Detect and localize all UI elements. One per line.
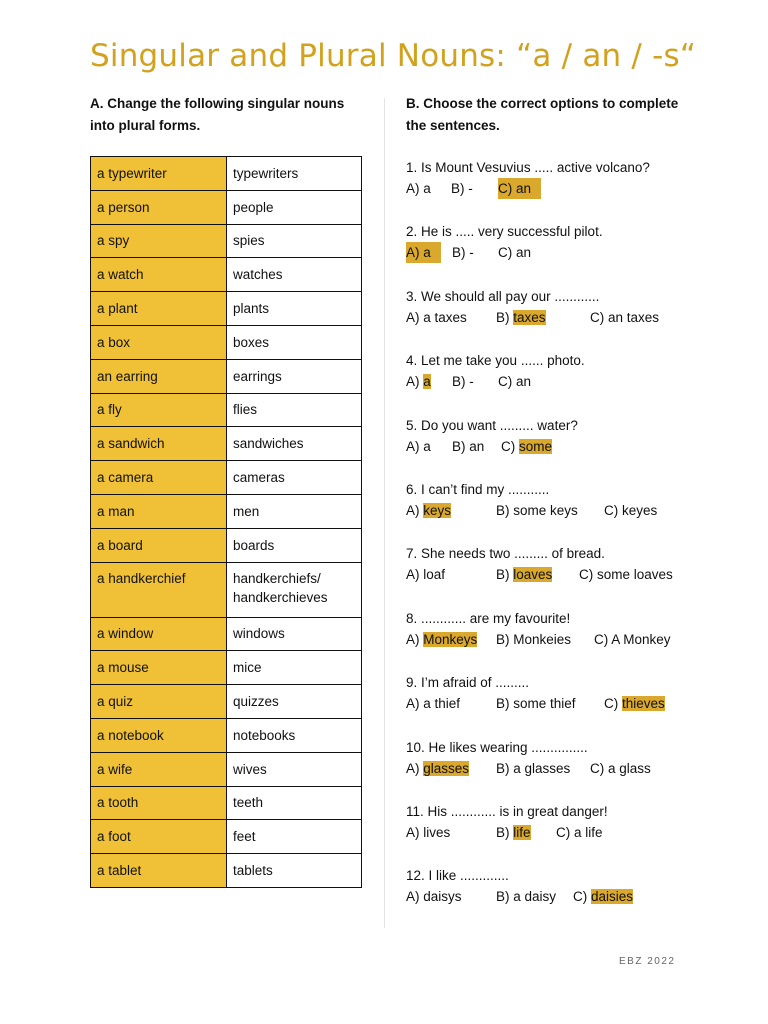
answer-option [406, 178, 431, 199]
singular-cell: a tooth [91, 786, 227, 820]
question-item [406, 672, 736, 736]
question-item [406, 350, 736, 414]
plural-cell [227, 820, 362, 854]
option-letter: C) [498, 245, 516, 261]
answer-option [590, 307, 659, 328]
option-letter: A) [406, 631, 424, 647]
question-text: 9. I’m afraid of ......... [406, 675, 530, 691]
option-value: a glasses [513, 760, 571, 776]
singular-cell: a typewriter [91, 157, 227, 191]
option-letter: C) [579, 567, 597, 583]
plural-text: cameras [233, 470, 285, 486]
table-row [91, 359, 362, 393]
plural-text: feet [233, 829, 256, 845]
answer-option [496, 307, 546, 328]
question-text: 11. His ............ is in great danger! [406, 803, 608, 819]
option-value: a taxes [423, 309, 467, 325]
singular-cell: a wife [91, 752, 227, 786]
option-letter: B) [496, 502, 514, 518]
page-title: Singular and Plural Nouns: “a / an / -s“ [90, 38, 697, 74]
question-text: 6. I can’t find my ........... [406, 481, 550, 497]
table-row [91, 325, 362, 359]
singular-cell: a board [91, 528, 227, 562]
section-b-heading: B. Choose the correct options to complete the sentences. [406, 96, 679, 133]
answer-options [406, 822, 736, 843]
answer-options [406, 886, 736, 907]
table-row [91, 190, 362, 224]
answer-option [406, 500, 451, 521]
plural-cell [227, 651, 362, 685]
plural-cell [227, 562, 362, 617]
plural-text: boxes [233, 334, 270, 350]
option-letter: A) [406, 309, 424, 325]
option-letter: C) [590, 309, 608, 325]
answer-option [604, 693, 665, 714]
answer-option [573, 886, 633, 907]
plural-cell [227, 461, 362, 495]
question-item [406, 865, 736, 929]
questions-list [406, 157, 736, 930]
plural-cell [227, 854, 362, 888]
option-letter: A) [406, 889, 424, 905]
answer-option [496, 500, 578, 521]
option-value: lives [423, 824, 451, 840]
answer-option [604, 500, 657, 521]
option-letter: C) [501, 438, 519, 454]
option-value: some thief [513, 696, 576, 712]
option-letter: C) [604, 502, 622, 518]
answer-option [579, 564, 673, 585]
option-letter: C) [604, 696, 622, 712]
highlighted-answer: taxes [513, 309, 546, 325]
answer-options [406, 564, 736, 585]
singular-cell: a handkerchief [91, 562, 227, 617]
option-letter: A) [406, 181, 424, 196]
answer-option [496, 693, 576, 714]
option-value: an [516, 374, 532, 390]
singular-cell: a man [91, 494, 227, 528]
table-row [91, 685, 362, 719]
question-item [406, 221, 736, 285]
option-letter: B) [496, 824, 514, 840]
answer-option [496, 758, 570, 779]
option-letter: A) [406, 438, 424, 454]
option-value: - [468, 181, 473, 196]
option-value: daisys [423, 889, 462, 905]
option-letter: B) [496, 631, 514, 647]
option-letter: B) [451, 181, 469, 196]
answer-option [594, 629, 671, 650]
section-a-heading: A. Change the following singular nouns into plural forms. [90, 96, 345, 133]
question-text: 2. He is ..... very successful pilot. [406, 224, 603, 240]
option-value: a daisy [513, 889, 557, 905]
highlighted-answer: loaves [513, 567, 553, 583]
question-item [406, 801, 736, 865]
option-letter: B) [496, 309, 514, 325]
table-row [91, 393, 362, 427]
answer-options [406, 436, 736, 457]
option-letter: B) [496, 696, 514, 712]
plural-text: sandwiches [233, 436, 304, 452]
highlighted-answer: an [516, 181, 532, 196]
plural-cell [227, 292, 362, 326]
question-text: 3. We should all pay our ............ [406, 288, 600, 304]
question-item [406, 737, 736, 801]
plural-cell [227, 494, 362, 528]
answer-option [496, 822, 531, 843]
plural-text: handkerchiefs/ [233, 570, 321, 586]
plural-cell [227, 718, 362, 752]
option-value: keyes [622, 502, 658, 518]
option-value: a [423, 438, 431, 454]
singular-cell: a watch [91, 258, 227, 292]
plural-cell [227, 786, 362, 820]
table-row [91, 461, 362, 495]
option-value: - [469, 245, 474, 261]
table-row [91, 820, 362, 854]
answer-option [406, 629, 477, 650]
table-row [91, 718, 362, 752]
answer-option [406, 822, 450, 843]
singular-cell: a notebook [91, 718, 227, 752]
table-row [91, 224, 362, 258]
answer-options [406, 307, 736, 328]
table-row [91, 427, 362, 461]
option-letter: B) [496, 889, 514, 905]
answer-option [556, 822, 603, 843]
answer-option [452, 436, 484, 457]
table-row [91, 617, 362, 651]
option-letter: C) [498, 374, 516, 390]
option-value: some loaves [597, 567, 673, 583]
plural-text: windows [233, 626, 285, 642]
highlighted-answer: some [519, 438, 553, 454]
option-letter: A) [406, 824, 424, 840]
table-row [91, 494, 362, 528]
question-text: 10. He likes wearing ............... [406, 739, 588, 755]
plural-cell [227, 617, 362, 651]
singular-cell: an earring [91, 359, 227, 393]
singular-cell: a camera [91, 461, 227, 495]
singular-cell: a box [91, 325, 227, 359]
singular-cell: a quiz [91, 685, 227, 719]
plural-text-alt: handkerchieves [233, 589, 328, 605]
plural-text: people [233, 199, 274, 215]
option-letter: B) [452, 374, 470, 390]
plural-text: wives [233, 761, 267, 777]
question-text: 8. ............ are my favourite! [406, 610, 571, 626]
plural-text: plants [233, 301, 270, 317]
answer-option [406, 307, 467, 328]
plural-cell [227, 393, 362, 427]
highlighted-answer: thieves [622, 696, 665, 712]
plural-cell [227, 528, 362, 562]
question-item [406, 415, 736, 479]
question-text: 5. Do you want ......... water? [406, 417, 578, 433]
answer-option [406, 436, 431, 457]
singular-cell: a window [91, 617, 227, 651]
plural-text: watches [233, 267, 283, 283]
answer-option [452, 371, 474, 392]
option-letter: A) [406, 696, 424, 712]
option-value: a glass [608, 760, 651, 776]
table-row [91, 786, 362, 820]
option-letter: C) [573, 889, 591, 905]
answer-option [406, 564, 445, 585]
plural-text: quizzes [233, 694, 279, 710]
plural-cell [227, 157, 362, 191]
table-row [91, 292, 362, 326]
plural-cell [227, 685, 362, 719]
table-row [91, 752, 362, 786]
singular-cell: a foot [91, 820, 227, 854]
plural-text: tablets [233, 863, 273, 879]
option-value: an [469, 438, 485, 454]
question-item [406, 157, 736, 221]
option-value: - [469, 374, 474, 390]
answer-option [496, 886, 556, 907]
answer-option [452, 242, 474, 263]
question-text: 4. Let me take you ...... photo. [406, 353, 585, 369]
plural-text: boards [233, 537, 275, 553]
option-value: a [423, 181, 431, 196]
answer-option [501, 436, 552, 457]
highlighted-answer: life [513, 824, 531, 840]
plural-cell [227, 359, 362, 393]
plural-cell [227, 752, 362, 786]
plural-text: teeth [233, 795, 264, 811]
plural-text: typewriters [233, 165, 299, 181]
option-letter: B) [496, 567, 514, 583]
answer-options [406, 693, 736, 714]
option-value: loaf [423, 567, 446, 583]
plural-cell [227, 190, 362, 224]
option-letter: B) [496, 760, 514, 776]
singular-cell: a tablet [91, 854, 227, 888]
answer-options [406, 500, 736, 521]
plural-text: flies [233, 402, 258, 418]
question-text: 12. I like ............. [406, 868, 509, 884]
option-letter: C) [556, 824, 574, 840]
plural-text: notebooks [233, 727, 296, 743]
option-letter: C) [594, 631, 612, 647]
option-value: a thief [423, 696, 461, 712]
table-row [91, 157, 362, 191]
plural-cell [227, 325, 362, 359]
option-value: Monkeies [513, 631, 572, 647]
plural-text: spies [233, 233, 265, 249]
footer-credit: EBZ 2022 [619, 956, 676, 967]
option-letter: B) [452, 438, 470, 454]
singular-cell: a plant [91, 292, 227, 326]
highlighted-answer: a [423, 374, 431, 390]
answer-option [498, 178, 541, 199]
highlighted-answer: keys [423, 502, 452, 518]
table-row [91, 528, 362, 562]
option-letter: B) [452, 245, 470, 261]
answer-option [496, 564, 552, 585]
plural-cell [227, 224, 362, 258]
answer-options [406, 758, 736, 779]
answer-options [406, 178, 736, 199]
question-item [406, 286, 736, 350]
answer-option [498, 371, 531, 392]
option-letter: A) [406, 502, 424, 518]
answer-option [406, 693, 460, 714]
answer-options [406, 629, 736, 650]
option-letter: A) [406, 760, 424, 776]
singular-cell: a mouse [91, 651, 227, 685]
option-value: a life [574, 824, 603, 840]
highlighted-answer: glasses [423, 760, 470, 776]
highlighted-answer: daisies [591, 889, 634, 905]
table-row [91, 258, 362, 292]
option-letter: C) [590, 760, 608, 776]
singular-cell: a sandwich [91, 427, 227, 461]
plural-text: earrings [233, 368, 282, 384]
singular-cell: a spy [91, 224, 227, 258]
highlighted-answer: a [423, 245, 431, 261]
option-letter: A) [406, 567, 424, 583]
option-value: an [516, 245, 532, 261]
answer-option [498, 242, 531, 263]
table-row [91, 562, 362, 617]
plural-text: men [233, 503, 260, 519]
answer-options [406, 242, 736, 263]
answer-option [406, 242, 441, 263]
plural-text: mice [233, 660, 262, 676]
singular-cell: a person [91, 190, 227, 224]
plural-cell [227, 258, 362, 292]
option-letter: C) [498, 181, 516, 196]
option-letter: A) [406, 374, 424, 390]
answer-option [406, 758, 469, 779]
question-text: 7. She needs two ......... of bread. [406, 546, 605, 562]
question-item [406, 608, 736, 672]
option-value: A Monkey [611, 631, 671, 647]
option-value: some keys [513, 502, 578, 518]
table-row [91, 651, 362, 685]
singular-cell: a fly [91, 393, 227, 427]
answer-option [406, 886, 462, 907]
question-item [406, 479, 736, 543]
answer-option [496, 629, 571, 650]
answer-option [590, 758, 651, 779]
plural-cell [227, 427, 362, 461]
highlighted-answer: Monkeys [423, 631, 478, 647]
answer-option [451, 178, 473, 199]
answer-option [406, 371, 431, 392]
question-text: 1. Is Mount Vesuvius ..... active volcano? [406, 160, 650, 175]
question-item [406, 543, 736, 607]
column-divider [384, 98, 385, 928]
table-row [91, 854, 362, 888]
option-letter: A) [406, 245, 424, 261]
nouns-table [90, 156, 362, 888]
answer-options [406, 371, 736, 392]
option-value: an taxes [608, 309, 660, 325]
